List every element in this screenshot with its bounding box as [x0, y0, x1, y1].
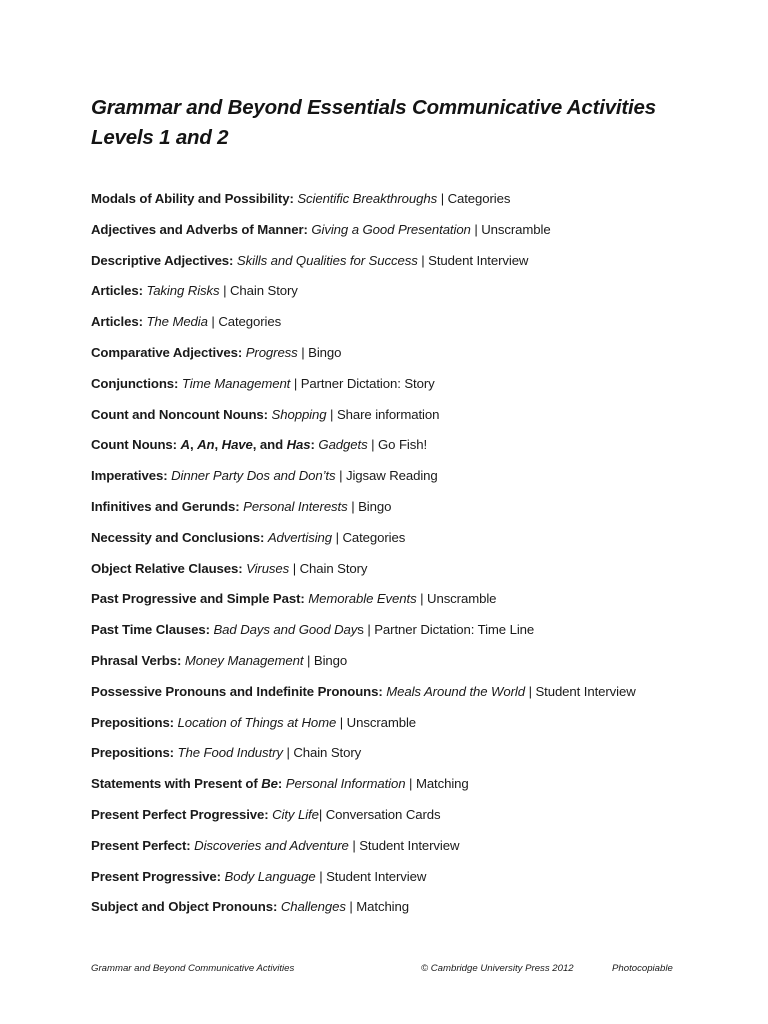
topic-segment: Infinitives and Gerunds:: [91, 498, 240, 514]
activity-type: | Chain Story: [219, 283, 298, 299]
theme-segment: Memorable Events: [308, 591, 417, 607]
activity-theme: [272, 407, 327, 422]
theme-segment: Bad Days and Good Day: [213, 622, 358, 638]
topic-segment: Imperatives:: [91, 468, 168, 484]
theme-segment: s: [357, 622, 364, 638]
footer-series-title: Grammar and Beyond Communicative Activities: [91, 963, 295, 974]
activity-grammar-topic: [91, 345, 242, 360]
activity-theme: [182, 376, 290, 391]
activity-item: [91, 835, 636, 866]
document-title: [91, 93, 656, 153]
footer-photocopiable: Photocopiable: [612, 963, 673, 974]
theme-segment: Meals Around the World: [386, 683, 525, 699]
activity-theme: [213, 622, 363, 637]
topic-segment: A: [180, 437, 190, 453]
topic-segment: Past Time Clauses:: [91, 622, 210, 638]
topic-segment: Adjectives and Adverbs of Manner:: [91, 221, 308, 237]
theme-segment: Advertising: [267, 529, 332, 545]
activity-item: [91, 342, 636, 373]
activity-theme: [243, 499, 348, 514]
theme-segment: Money Management: [184, 652, 304, 668]
activity-theme: [268, 530, 332, 545]
theme-segment: Personal Interests: [243, 498, 348, 514]
activity-grammar-topic: [91, 776, 282, 791]
activity-list: [91, 188, 636, 927]
activity-type: | Conversation Cards: [318, 806, 441, 822]
activity-theme: [297, 191, 437, 206]
activity-theme: [225, 869, 316, 884]
topic-segment: Prepositions:: [91, 745, 174, 761]
theme-segment: Giving a Good Presentation: [311, 221, 471, 237]
activity-item: [91, 712, 636, 743]
topic-segment: ,: [189, 437, 198, 453]
topic-segment: Necessity and Conclusions:: [91, 529, 265, 545]
activity-grammar-topic: [91, 622, 210, 637]
activity-type: | Unscramble: [336, 714, 417, 730]
activity-grammar-topic: [91, 314, 143, 329]
topic-segment: Articles:: [91, 314, 143, 330]
activity-type: | Unscramble: [416, 591, 497, 607]
theme-segment: City Life: [272, 806, 319, 822]
activity-grammar-topic: [91, 222, 308, 237]
theme-segment: Progress: [245, 344, 298, 360]
activity-type: | Categories: [332, 529, 406, 545]
activity-type: | Student Interview: [417, 252, 529, 268]
activity-theme: [246, 561, 289, 576]
activity-grammar-topic: [91, 530, 264, 545]
activity-grammar-topic: [91, 899, 277, 914]
topic-segment: An: [197, 437, 215, 453]
activity-theme: [286, 776, 406, 791]
activity-theme: [386, 684, 525, 699]
activity-item: [91, 896, 636, 927]
topic-segment: Phrasal Verbs:: [91, 652, 182, 668]
activity-item: [91, 527, 636, 558]
activity-grammar-topic: [91, 437, 315, 452]
activity-type: | Categories: [437, 191, 511, 206]
activity-grammar-topic: [91, 191, 294, 206]
activity-type: | Student Interview: [348, 837, 460, 853]
theme-segment: Dinner Party Dos and Don’ts: [171, 468, 336, 484]
activity-type: | Share information: [326, 406, 440, 422]
activity-theme: [281, 899, 346, 914]
activity-item: [91, 434, 636, 465]
activity-type: | Matching: [345, 899, 409, 915]
topic-segment: Present Perfect Progressive:: [91, 806, 269, 822]
activity-theme: [178, 745, 283, 760]
topic-segment: Has: [286, 437, 311, 453]
theme-segment: Personal Information: [285, 776, 406, 792]
activity-type: | Matching: [405, 776, 469, 792]
topic-segment: Prepositions:: [91, 714, 174, 730]
topic-segment: Conjunctions:: [91, 375, 179, 391]
title-line-1: Grammar and Beyond Essentials Communicative Activities: [91, 96, 656, 119]
topic-segment: Past Progressive and Simple Past:: [91, 591, 305, 607]
activity-type: | Chain Story: [289, 560, 368, 576]
activity-grammar-topic: [91, 283, 143, 298]
activity-grammar-topic: [91, 838, 191, 853]
activity-type: | Bingo: [297, 344, 342, 360]
activity-item: [91, 188, 636, 219]
activity-theme: [246, 345, 298, 360]
theme-segment: Location of Things at Home: [177, 714, 337, 730]
topic-segment: Articles:: [91, 283, 143, 299]
activity-theme: [178, 715, 337, 730]
activity-type: | Unscramble: [470, 221, 551, 237]
activity-item: [91, 219, 636, 250]
activity-theme: [146, 283, 219, 298]
activity-grammar-topic: [91, 468, 168, 483]
activity-theme: [185, 653, 304, 668]
topic-segment: :: [277, 776, 283, 792]
footer-copyright: © Cambridge University Press 2012: [421, 963, 574, 974]
theme-segment: Shopping: [271, 406, 327, 422]
activity-type: | Partner Dictation: Story: [290, 375, 435, 391]
topic-segment: :: [310, 437, 315, 453]
activity-theme: [146, 314, 207, 329]
activity-item: [91, 804, 636, 835]
activity-grammar-topic: [91, 253, 233, 268]
activity-theme: [237, 253, 418, 268]
activity-item: [91, 742, 636, 773]
activity-item: [91, 558, 636, 589]
activity-item: [91, 681, 636, 712]
activity-grammar-topic: [91, 653, 181, 668]
activity-item: [91, 619, 636, 650]
activity-type: | Categories: [207, 314, 282, 330]
activity-item: [91, 588, 636, 619]
activity-type: | Jigsaw Reading: [335, 468, 438, 484]
activity-theme: [194, 838, 349, 853]
topic-segment: Be: [261, 776, 278, 792]
activity-item: [91, 404, 636, 435]
activity-theme: [318, 437, 367, 452]
theme-segment: The Food Industry: [177, 745, 283, 761]
activity-type: | Student Interview: [315, 868, 427, 884]
topic-segment: Possessive Pronouns and Indefinite Pronouns:: [91, 683, 383, 699]
activity-type: | Chain Story: [282, 745, 362, 761]
theme-segment: Gadgets: [318, 437, 368, 453]
activity-type: | Bingo: [303, 652, 348, 668]
topic-segment: Have: [221, 437, 253, 453]
theme-segment: Discoveries and Adventure: [194, 837, 349, 853]
topic-segment: Comparative Adjectives:: [91, 344, 243, 360]
activity-item: [91, 650, 636, 681]
topic-segment: Present Perfect:: [91, 837, 191, 853]
activity-theme: [272, 807, 319, 822]
activity-item: [91, 773, 636, 804]
activity-item: [91, 866, 636, 897]
activity-grammar-topic: [91, 684, 383, 699]
activity-item: [91, 373, 636, 404]
activity-type: | Bingo: [347, 498, 392, 514]
activity-type: | Partner Dictation: Time Line: [363, 622, 535, 638]
activity-item: [91, 496, 636, 527]
topic-segment: Count and Noncount Nouns:: [91, 406, 268, 422]
activity-grammar-topic: [91, 499, 240, 514]
title-line-2: Levels 1 and 2: [91, 126, 229, 149]
activity-grammar-topic: [91, 407, 268, 422]
topic-segment: Subject and Object Pronouns:: [91, 899, 278, 915]
activity-grammar-topic: [91, 561, 243, 576]
topic-segment: Present Progressive:: [91, 868, 221, 884]
activity-item: [91, 280, 636, 311]
theme-segment: Viruses: [246, 560, 290, 576]
topic-segment: , and: [252, 437, 287, 453]
theme-segment: The Media: [146, 314, 208, 330]
activity-grammar-topic: [91, 376, 178, 391]
activity-theme: [308, 591, 416, 606]
activity-grammar-topic: [91, 807, 269, 822]
topic-segment: Modals of Ability and Possibility:: [91, 191, 294, 206]
activity-theme: [311, 222, 470, 237]
topic-segment: Count Nouns:: [91, 437, 181, 453]
theme-segment: Skills and Qualities for Success: [236, 252, 418, 268]
theme-segment: Time Management: [181, 375, 291, 391]
topic-segment: Object Relative Clauses:: [91, 560, 243, 576]
topic-segment: ,: [214, 437, 222, 453]
theme-segment: Body Language: [224, 868, 316, 884]
activity-theme: [171, 468, 335, 483]
activity-type: | Go Fish!: [367, 437, 428, 453]
activity-type: | Student Interview: [525, 683, 636, 699]
theme-segment: Taking Risks: [146, 283, 220, 299]
theme-segment: Challenges: [280, 899, 346, 915]
activity-grammar-topic: [91, 715, 174, 730]
activity-grammar-topic: [91, 869, 221, 884]
topic-segment: Statements with Present of: [91, 776, 262, 792]
theme-segment: Scientific Breakthroughs: [297, 191, 438, 206]
activity-item: [91, 311, 636, 342]
activity-item: [91, 465, 636, 496]
topic-segment: Descriptive Adjectives:: [91, 252, 234, 268]
activity-grammar-topic: [91, 745, 174, 760]
activity-grammar-topic: [91, 591, 305, 606]
activity-item: [91, 250, 636, 281]
